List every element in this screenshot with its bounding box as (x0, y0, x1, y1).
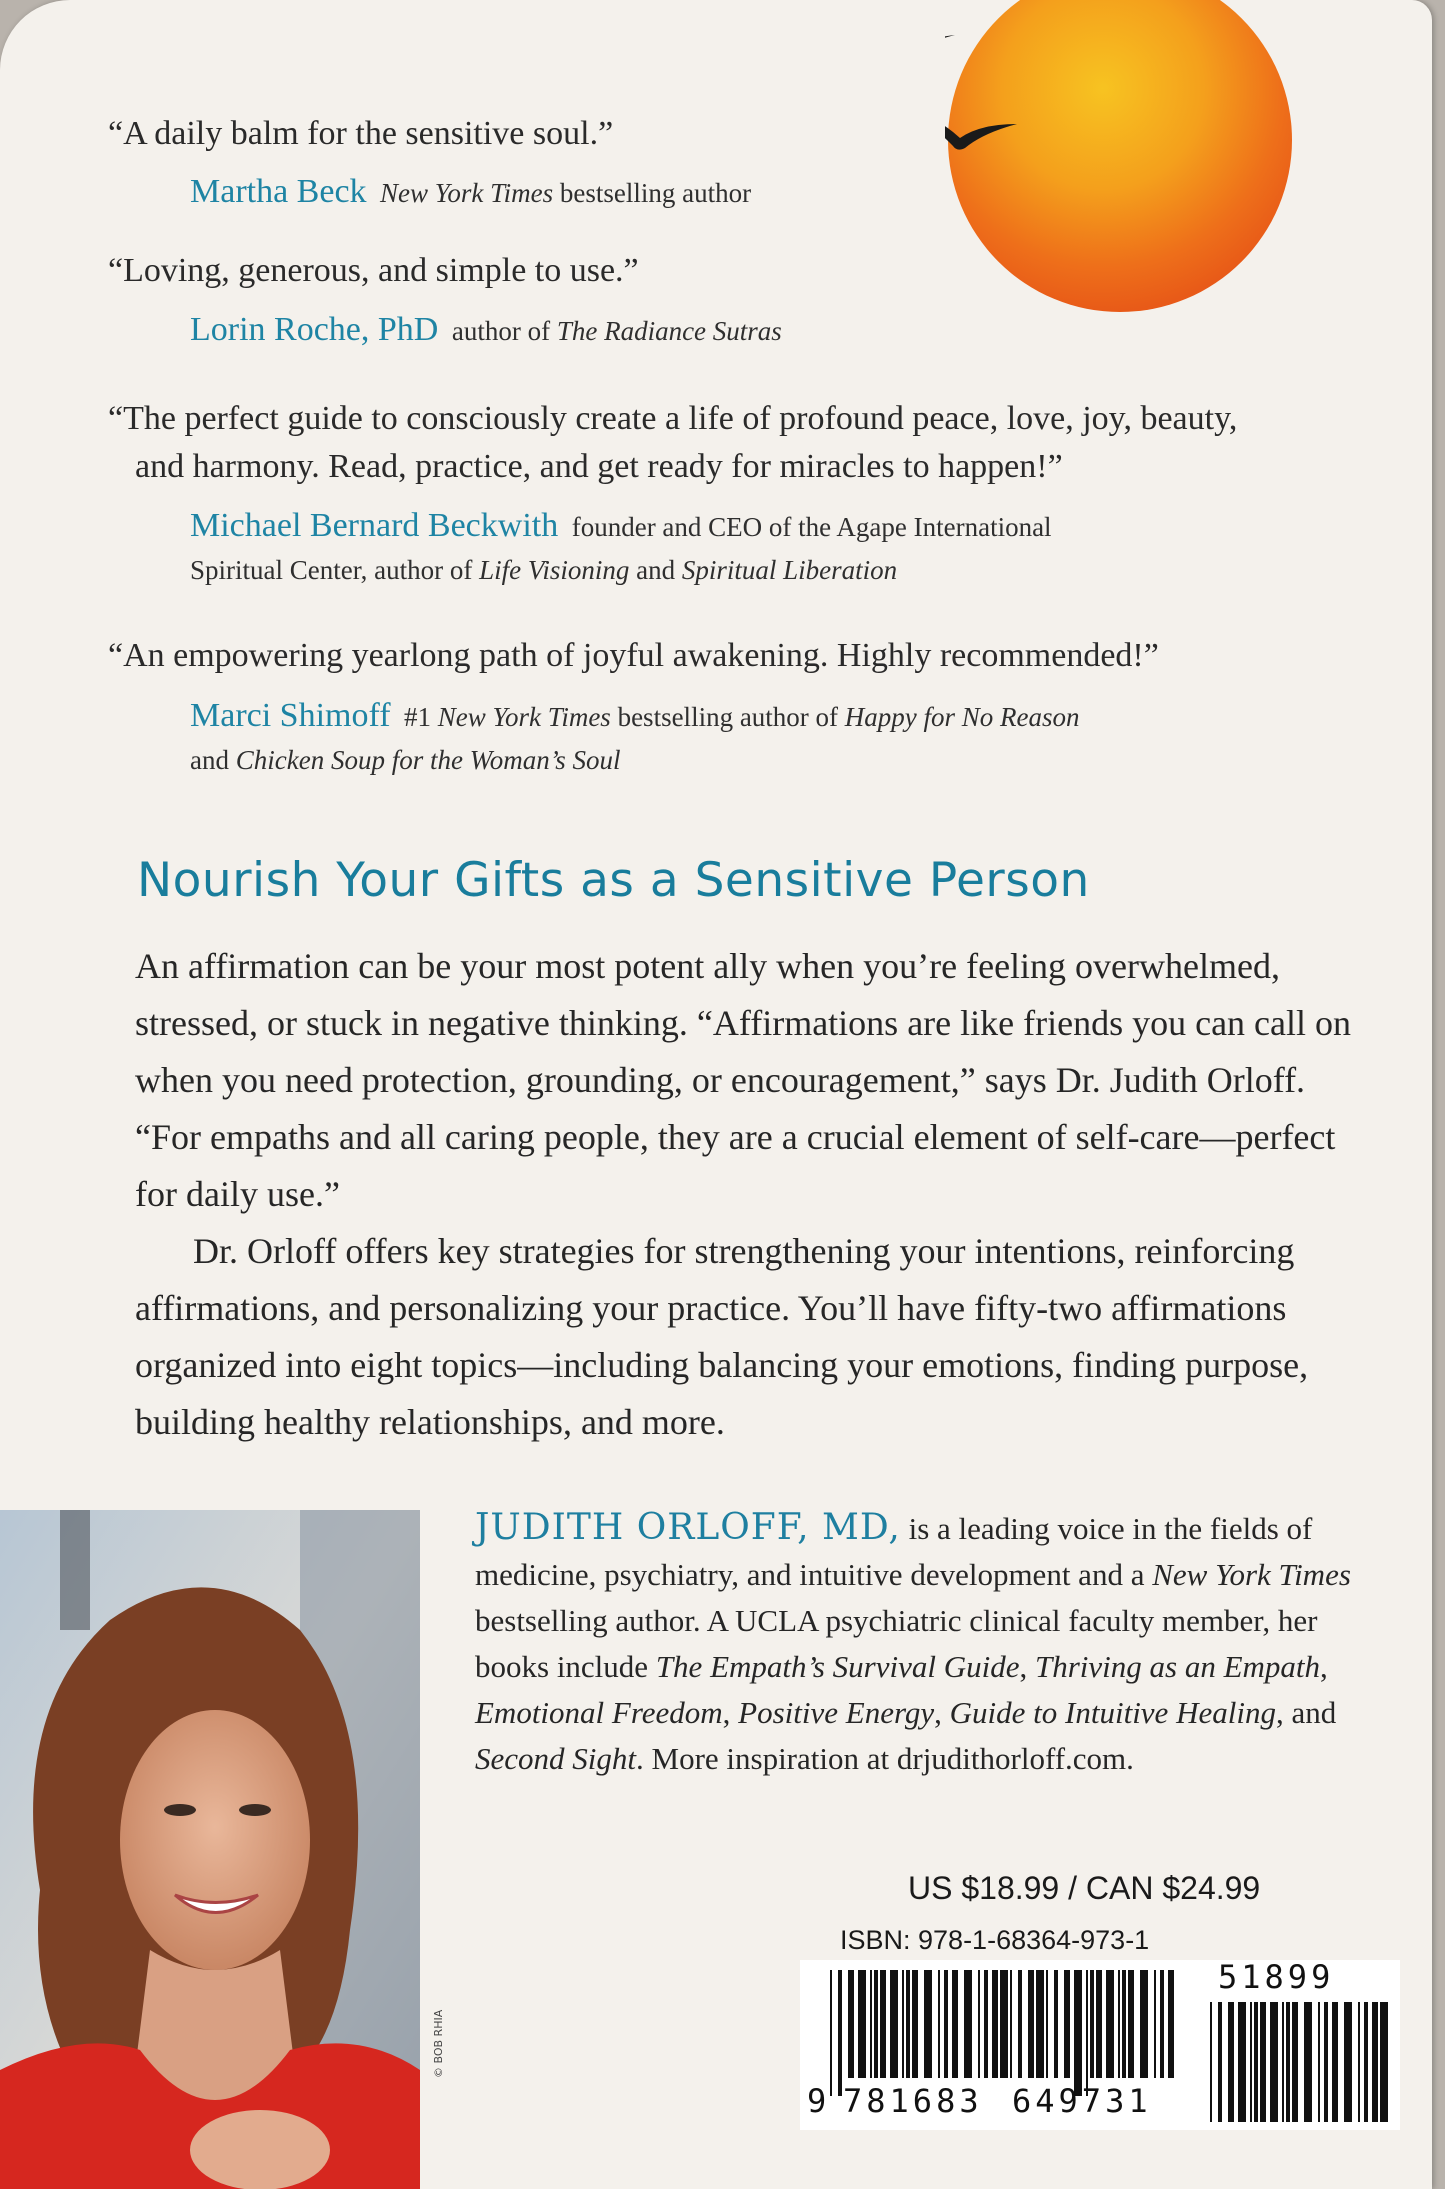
barcode-bar (1218, 2002, 1222, 2122)
bio-part-1: New York Times (1152, 1557, 1351, 1592)
barcode-digit-prefix: 9 (807, 2082, 831, 2120)
bio-part-3: The Empath’s Survival Guide (655, 1649, 1020, 1684)
barcode-bar (1358, 2002, 1360, 2122)
barcode-bar (1332, 2002, 1338, 2122)
barcode-bar (838, 1970, 842, 2096)
blurb-author-name-4: Marci Shimoff (190, 697, 391, 734)
blurb-author-desc-3c: Life Visioning (479, 555, 630, 585)
barcode-bar (874, 1970, 878, 2078)
barcode-bar (1238, 2002, 1246, 2122)
barcode-bar (830, 1970, 832, 2096)
blurb-quote-2: “Loving, generous, and simple to use.” (108, 252, 639, 289)
bio-part-4: , (1019, 1649, 1035, 1684)
blurb-attribution-3-line2 (190, 550, 897, 590)
barcode-bar (1250, 2002, 1252, 2122)
barcode-digits-group2: 649731 (1012, 2082, 1152, 2120)
barcode-bar (992, 1970, 998, 2078)
bio-part-6: , (1320, 1649, 1328, 1684)
barcode-bar (1028, 1970, 1034, 2078)
bio-part-5: Thriving as an Empath (1034, 1649, 1321, 1684)
blurb-quote-4: “An empowering yearlong path of joyful awakening. Highly recommended!” (108, 637, 1159, 674)
sun-illustration (945, 0, 1295, 320)
barcode-bar (938, 1970, 940, 2078)
barcode-bar (1074, 1970, 1082, 2096)
blurb-author-desc-1b: bestselling author (553, 178, 752, 208)
blurb-author-name-1: Martha Beck (190, 173, 367, 210)
barcode-bar (1286, 2002, 1290, 2122)
barcode-bar (964, 1970, 972, 2078)
barcode-bar (1228, 2002, 1234, 2122)
isbn-label: ISBN: 978-1-68364-973-1 (840, 1925, 1150, 1955)
book-description (135, 938, 1355, 1451)
barcode-bar (1106, 1970, 1114, 2078)
barcode-bar (1210, 2002, 1212, 2122)
bio-part-0: is a leading voice in the fields of medicine, psychiatry, and intuitive development and a (475, 1511, 1313, 1592)
blurb-author-desc-2b: The Radiance Sutras (556, 316, 782, 346)
blurb-author-desc-4c: bestselling author of (610, 702, 845, 732)
blurb-quote-3-line2: and harmony. Read, practice, and get ready for miracles to happen!” (135, 448, 1063, 485)
barcode-bar (1364, 2002, 1368, 2122)
barcode-bar (1282, 2002, 1284, 2122)
blurb-author-name-3: Michael Bernard Beckwith (190, 507, 559, 544)
barcode-bar (1128, 1970, 1134, 2078)
barcode-bar (1372, 2002, 1378, 2122)
author-name: JUDITH ORLOFF, MD, (475, 1507, 901, 1548)
barcode-digits-group1: 781683 (843, 2082, 983, 2120)
barcode-bar (924, 1970, 932, 2078)
barcode-bar (1064, 1970, 1070, 2078)
barcode-bar (1154, 1970, 1156, 2078)
blurb-attribution-2 (190, 310, 782, 351)
barcode-bar (1118, 1970, 1120, 2078)
barcode-bar (1292, 2002, 1298, 2122)
blurb-author-desc-3e: Spiritual Liberation (681, 555, 898, 585)
blurb-quote-3-line1: “The perfect guide to consciously create a life of profound peace, love, joy, beauty, (108, 400, 1238, 437)
barcode-addon-digits: 51899 (1218, 1958, 1335, 1996)
bio-part-7: Emotional Freedom (475, 1695, 723, 1730)
barcode-bar (1010, 1970, 1012, 2078)
photo-credit: © BOB RHIA (432, 2009, 445, 2078)
blurb-attribution-1 (190, 172, 751, 213)
barcode-bar (944, 1970, 948, 2078)
barcode-bar (984, 1970, 988, 2078)
barcode-bar (1380, 2002, 1388, 2122)
barcode-bar (1122, 1970, 1126, 2078)
barcode-bar (952, 1970, 958, 2078)
blurb-quote-1: “A daily balm for the sensitive soul.” (108, 115, 614, 152)
description-paragraph-1: An affirmation can be your most potent ally when you’re feeling overwhelmed, stressed, or stuck in negative thinking. “Affirmations are like friends you can call on when you need protection, grounding, or encouragement,” says Dr. Judith Orloff. “For empaths and all caring people, they are a crucial element of self-care—perfect for daily use.” (135, 946, 1352, 1214)
blurb-author-desc-4d: Happy for No Reason (844, 702, 1080, 732)
barcode-bar (1168, 1970, 1174, 2078)
blurb-attribution-3 (190, 506, 1052, 547)
barcode-bar (1036, 1970, 1044, 2078)
barcode-bar (1140, 1970, 1148, 2078)
bio-part-14: . More inspiration at drjudithorloff.com. (636, 1741, 1134, 1776)
barcode-bar (1046, 1970, 1048, 2078)
blurb-author-desc-4a: #1 (404, 702, 438, 732)
price-label: US $18.99 / CAN $24.99 (908, 1870, 1261, 1906)
blurb-author-desc-4e: and (190, 745, 236, 775)
barcode-bar (1018, 1970, 1022, 2078)
author-photo (0, 1510, 420, 2189)
barcode-bar (1318, 2002, 1320, 2122)
barcode-bar (1270, 2002, 1278, 2122)
barcode-bar (1096, 1970, 1102, 2078)
blurb-author-desc-4f: Chicken Soup for the Woman’s Soul (235, 745, 621, 775)
bio-part-11: Guide to Intuitive Healing (949, 1695, 1276, 1730)
author-bio (475, 1505, 1375, 1782)
barcode-bar (912, 1970, 918, 2078)
barcode-bar (890, 1970, 898, 2078)
bio-part-9: Positive Energy (738, 1695, 935, 1730)
blurb-author-desc-1a: New York Times (380, 178, 554, 208)
barcode-bar (1054, 1970, 1058, 2078)
blurb-author-desc-3d: and (629, 555, 682, 585)
barcode-bar (1260, 2002, 1266, 2122)
barcode-bar (902, 1970, 904, 2078)
bio-part-10: , (934, 1695, 950, 1730)
blurb-attribution-4 (190, 696, 1080, 737)
section-heading: Nourish Your Gifts as a Sensitive Person (137, 853, 1090, 908)
barcode-bar (1344, 2002, 1352, 2122)
blurb-author-desc-3a: founder and CEO of the Agape International (571, 512, 1052, 542)
bio-part-13: Second Sight (475, 1741, 636, 1776)
bio-part-2: bestselling author. A UCLA psychiatric clinical faculty member, her books include (475, 1603, 1318, 1684)
barcode-bar (1160, 1970, 1164, 2078)
barcode-bar (1304, 2002, 1312, 2122)
barcode-bar (848, 1970, 854, 2078)
barcode-bar (1086, 1970, 1088, 2096)
barcode-bar (858, 1970, 866, 2078)
description-paragraph-2: Dr. Orloff offers key strategies for strengthening your intentions, reinforcing affirmations, and personalizing your practice. You’ll have fifty-two affirmations organized into eight topics—including balancing your emotions, finding purpose, building healthy relationships, and more. (135, 1231, 1309, 1442)
blurb-author-name-2: Lorin Roche, PhD (190, 311, 439, 348)
blurb-attribution-4-line2 (190, 740, 620, 780)
bio-part-8: , (722, 1695, 739, 1730)
barcode-bar (1090, 1970, 1094, 2078)
blurb-author-desc-2a: author of (451, 316, 557, 346)
blurb-author-desc-4b: New York Times (437, 702, 611, 732)
barcode-bar (906, 1970, 910, 2078)
barcode-bar (1254, 2002, 1258, 2122)
barcode-bar (978, 1970, 980, 2078)
blurb-author-desc-3b: Spiritual Center, author of (190, 555, 480, 585)
barcode-bars-main (830, 1970, 1174, 2096)
barcode-bar (880, 1970, 886, 2078)
barcode-bar (1000, 1970, 1008, 2078)
barcode-bar (1324, 2002, 1328, 2122)
bio-part-12: , and (1275, 1695, 1337, 1730)
barcode-bar (870, 1970, 872, 2078)
